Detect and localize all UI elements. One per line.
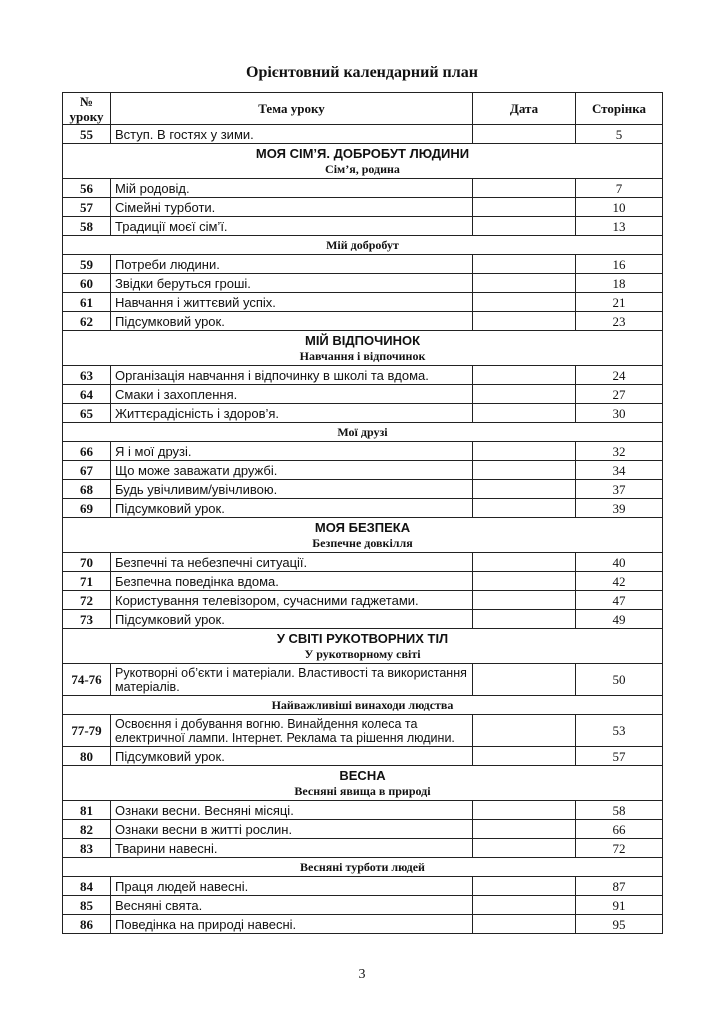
section-heading bbox=[63, 518, 663, 553]
lesson-topic: Поведінка на природі навесні. bbox=[111, 915, 473, 934]
lesson-page: 27 bbox=[576, 385, 663, 404]
lesson-number: 84 bbox=[63, 877, 111, 896]
lesson-number: 66 bbox=[63, 442, 111, 461]
lesson-number: 86 bbox=[63, 915, 111, 934]
section-title: МІЙ ВІДПОЧИНОК bbox=[304, 332, 421, 348]
lesson-number: 68 bbox=[63, 480, 111, 499]
lesson-date bbox=[473, 274, 576, 293]
lesson-number: 62 bbox=[63, 312, 111, 331]
lesson-page: 91 bbox=[576, 896, 663, 915]
lesson-page: 30 bbox=[576, 404, 663, 423]
lesson-date bbox=[473, 385, 576, 404]
lesson-topic: Смаки і захоплення. bbox=[111, 385, 473, 404]
table-row bbox=[63, 877, 663, 896]
lesson-date bbox=[473, 572, 576, 591]
lesson-page: 47 bbox=[576, 591, 663, 610]
lesson-page: 16 bbox=[576, 255, 663, 274]
table-row bbox=[63, 915, 663, 934]
lesson-page: 10 bbox=[576, 198, 663, 217]
section-title: МОЯ БЕЗПЕКА bbox=[314, 519, 411, 535]
lesson-page: 40 bbox=[576, 553, 663, 572]
lesson-page: 42 bbox=[576, 572, 663, 591]
lesson-page: 39 bbox=[576, 499, 663, 518]
lesson-topic: Організація навчання і відпочинку в школі та вдома. bbox=[111, 366, 473, 385]
table-row bbox=[63, 572, 663, 591]
subsection-title: Найважливіші винаходи людства bbox=[63, 696, 663, 715]
lesson-date bbox=[473, 610, 576, 629]
lesson-date bbox=[473, 715, 576, 747]
lesson-topic: Традиції моєї сім’ї. bbox=[111, 217, 473, 236]
lesson-date bbox=[473, 293, 576, 312]
table-row bbox=[63, 801, 663, 820]
lesson-number: 63 bbox=[63, 366, 111, 385]
section-heading bbox=[63, 766, 663, 801]
header-date: Дата bbox=[473, 93, 576, 125]
lesson-topic: Рукотворні об’єкти і матеріали. Властивості та використання матеріалів. bbox=[111, 664, 473, 696]
lesson-number: 59 bbox=[63, 255, 111, 274]
section-heading bbox=[63, 331, 663, 366]
lesson-number: 80 bbox=[63, 747, 111, 766]
table-row bbox=[63, 896, 663, 915]
lesson-number: 71 bbox=[63, 572, 111, 591]
section-row bbox=[63, 144, 663, 179]
lesson-date bbox=[473, 664, 576, 696]
section-heading bbox=[63, 144, 663, 179]
lesson-number: 60 bbox=[63, 274, 111, 293]
table-row bbox=[63, 366, 663, 385]
lesson-topic: Ознаки весни в житті рослин. bbox=[111, 820, 473, 839]
lesson-topic: Життєрадісність і здоров’я. bbox=[111, 404, 473, 423]
header-page: Сторінка bbox=[576, 93, 663, 125]
lesson-number: 81 bbox=[63, 801, 111, 820]
table-row bbox=[63, 610, 663, 629]
lesson-date bbox=[473, 553, 576, 572]
lesson-topic: Сімейні турботи. bbox=[111, 198, 473, 217]
lesson-page: 49 bbox=[576, 610, 663, 629]
lesson-page: 72 bbox=[576, 839, 663, 858]
table-body bbox=[63, 125, 663, 934]
lesson-date bbox=[473, 217, 576, 236]
subsection-row bbox=[63, 423, 663, 442]
lesson-date bbox=[473, 877, 576, 896]
lesson-topic: Вступ. В гостях у зими. bbox=[111, 125, 473, 144]
subsection-title: Мій добробут bbox=[63, 236, 663, 255]
table-row bbox=[63, 217, 663, 236]
lesson-page: 5 bbox=[576, 125, 663, 144]
lesson-date bbox=[473, 312, 576, 331]
lesson-date bbox=[473, 198, 576, 217]
table-row bbox=[63, 664, 663, 696]
table-row bbox=[63, 499, 663, 518]
lesson-page: 53 bbox=[576, 715, 663, 747]
table-row bbox=[63, 274, 663, 293]
lesson-topic: Будь увічливим/увічливою. bbox=[111, 480, 473, 499]
section-subtitle: Сім’я, родина bbox=[325, 161, 400, 176]
lesson-topic: Підсумковий урок. bbox=[111, 499, 473, 518]
lesson-number: 56 bbox=[63, 179, 111, 198]
subsection-row bbox=[63, 236, 663, 255]
section-subtitle: Навчання і відпочинок bbox=[299, 348, 426, 363]
lesson-number: 77-79 bbox=[63, 715, 111, 747]
section-row bbox=[63, 518, 663, 553]
table-row bbox=[63, 839, 663, 858]
lesson-date bbox=[473, 915, 576, 934]
lesson-page: 21 bbox=[576, 293, 663, 312]
section-subtitle: Безпечне довкілля bbox=[312, 535, 413, 550]
lesson-number: 83 bbox=[63, 839, 111, 858]
lesson-number: 73 bbox=[63, 610, 111, 629]
lesson-page: 7 bbox=[576, 179, 663, 198]
table-row bbox=[63, 255, 663, 274]
subsection-title: Мої друзі bbox=[63, 423, 663, 442]
lesson-page: 37 bbox=[576, 480, 663, 499]
lesson-topic: Підсумковий урок. bbox=[111, 610, 473, 629]
section-row bbox=[63, 766, 663, 801]
lesson-number: 55 bbox=[63, 125, 111, 144]
lesson-number: 61 bbox=[63, 293, 111, 312]
table-row bbox=[63, 747, 663, 766]
header-lesson-number: № уроку bbox=[63, 93, 111, 125]
lesson-page: 18 bbox=[576, 274, 663, 293]
section-heading bbox=[63, 629, 663, 664]
lesson-number: 57 bbox=[63, 198, 111, 217]
lesson-topic: Навчання і життєвий успіх. bbox=[111, 293, 473, 312]
lesson-date bbox=[473, 499, 576, 518]
lesson-topic: Мій родовід. bbox=[111, 179, 473, 198]
table-row bbox=[63, 293, 663, 312]
section-row bbox=[63, 629, 663, 664]
lesson-date bbox=[473, 404, 576, 423]
lesson-number: 85 bbox=[63, 896, 111, 915]
lesson-number: 82 bbox=[63, 820, 111, 839]
section-title: ВЕСНА bbox=[339, 767, 386, 783]
lesson-date bbox=[473, 801, 576, 820]
lesson-topic: Користування телевізором, сучасними гаджетами. bbox=[111, 591, 473, 610]
lesson-topic: Підсумковий урок. bbox=[111, 747, 473, 766]
lesson-date bbox=[473, 747, 576, 766]
subsection-row bbox=[63, 696, 663, 715]
lesson-topic: Звідки беруться гроші. bbox=[111, 274, 473, 293]
header-topic: Тема уроку bbox=[111, 93, 473, 125]
lesson-date bbox=[473, 820, 576, 839]
page-number: 3 bbox=[358, 967, 366, 982]
lesson-number: 72 bbox=[63, 591, 111, 610]
table-row bbox=[63, 125, 663, 144]
table-row bbox=[63, 461, 663, 480]
lesson-topic: Що може заважати дружбі. bbox=[111, 461, 473, 480]
lesson-date bbox=[473, 125, 576, 144]
table-header-row bbox=[63, 93, 663, 125]
lesson-page: 95 bbox=[576, 915, 663, 934]
lesson-topic: Безпечні та небезпечні ситуації. bbox=[111, 553, 473, 572]
table-row bbox=[63, 715, 663, 747]
table-row bbox=[63, 591, 663, 610]
lesson-page: 87 bbox=[576, 877, 663, 896]
subsection-title: Весняні турботи людей bbox=[63, 858, 663, 877]
lesson-number: 70 bbox=[63, 553, 111, 572]
lesson-date bbox=[473, 839, 576, 858]
section-subtitle: У рукотворному світі bbox=[304, 646, 421, 661]
table-row bbox=[63, 198, 663, 217]
lesson-page: 13 bbox=[576, 217, 663, 236]
lesson-date bbox=[473, 366, 576, 385]
lesson-page: 57 bbox=[576, 747, 663, 766]
page-title: Орієнтовний календарний план bbox=[246, 64, 478, 81]
lesson-topic: Ознаки весни. Весняні місяці. bbox=[111, 801, 473, 820]
lesson-page: 24 bbox=[576, 366, 663, 385]
section-title: МОЯ СІМ’Я. ДОБРОБУТ ЛЮДИНИ bbox=[255, 145, 470, 161]
table-row bbox=[63, 442, 663, 461]
lesson-page: 58 bbox=[576, 801, 663, 820]
lesson-page: 34 bbox=[576, 461, 663, 480]
table-row bbox=[63, 553, 663, 572]
table-row bbox=[63, 404, 663, 423]
lesson-topic: Освоєння і добування вогню. Винайдення колеса та електричної лампи. Інтернет. Реклама та рішення людини. bbox=[111, 715, 473, 747]
table-row bbox=[63, 179, 663, 198]
lesson-date bbox=[473, 896, 576, 915]
lesson-date bbox=[473, 255, 576, 274]
lesson-date bbox=[473, 442, 576, 461]
subsection-row bbox=[63, 858, 663, 877]
lesson-number: 58 bbox=[63, 217, 111, 236]
lesson-page: 50 bbox=[576, 664, 663, 696]
lesson-topic: Тварини навесні. bbox=[111, 839, 473, 858]
lesson-topic: Безпечна поведінка вдома. bbox=[111, 572, 473, 591]
lesson-date bbox=[473, 179, 576, 198]
lesson-number: 64 bbox=[63, 385, 111, 404]
section-title: У СВІТІ РУКОТВОРНИХ ТІЛ bbox=[276, 630, 449, 646]
lesson-date bbox=[473, 461, 576, 480]
section-subtitle: Весняні явища в природі bbox=[294, 783, 431, 798]
lesson-date bbox=[473, 591, 576, 610]
lesson-topic: Праця людей навесні. bbox=[111, 877, 473, 896]
table-row bbox=[63, 820, 663, 839]
table-row bbox=[63, 312, 663, 331]
lesson-number: 67 bbox=[63, 461, 111, 480]
lesson-topic: Я і мої друзі. bbox=[111, 442, 473, 461]
calendar-plan-table bbox=[62, 92, 663, 934]
table-row bbox=[63, 385, 663, 404]
lesson-number: 65 bbox=[63, 404, 111, 423]
table-row bbox=[63, 480, 663, 499]
lesson-topic: Підсумковий урок. bbox=[111, 312, 473, 331]
lesson-topic: Весняні свята. bbox=[111, 896, 473, 915]
lesson-number: 69 bbox=[63, 499, 111, 518]
lesson-topic: Потреби людини. bbox=[111, 255, 473, 274]
section-row bbox=[63, 331, 663, 366]
lesson-date bbox=[473, 480, 576, 499]
lesson-page: 66 bbox=[576, 820, 663, 839]
lesson-page: 32 bbox=[576, 442, 663, 461]
lesson-page: 23 bbox=[576, 312, 663, 331]
lesson-number: 74-76 bbox=[63, 664, 111, 696]
